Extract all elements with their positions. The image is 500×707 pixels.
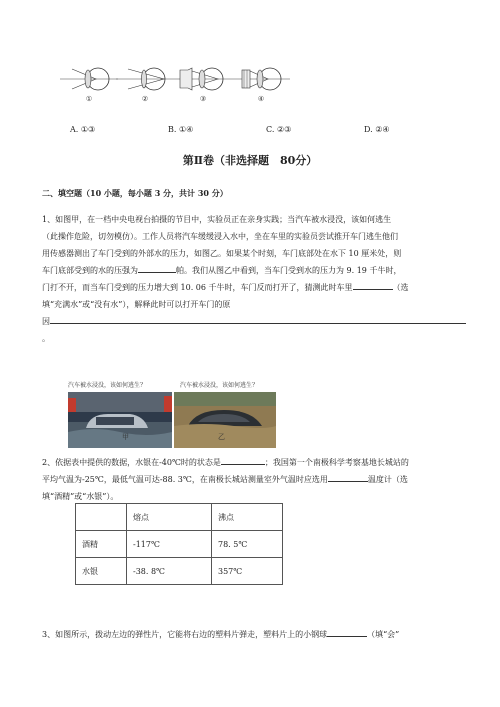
choice-a bbox=[70, 125, 95, 134]
choice-a-letter: A. bbox=[70, 125, 79, 134]
eye-diagram-1-label: ① bbox=[85, 95, 93, 103]
q1-blank-reason[interactable] bbox=[50, 313, 466, 324]
q3-line-1-text-b: （填“会” bbox=[367, 630, 400, 639]
table-cell: -38. 8℃ bbox=[127, 558, 212, 585]
q2-blank-state[interactable] bbox=[221, 454, 265, 465]
table-cell: -117℃ bbox=[127, 531, 212, 558]
table-row bbox=[76, 531, 283, 558]
eye-diagram-2-label: ② bbox=[141, 95, 149, 103]
photo-label-right: 乙 bbox=[218, 433, 225, 441]
q2-line-2-text-b: 温度计（选 bbox=[367, 475, 408, 484]
photo-left-flooded-street bbox=[68, 392, 172, 448]
q2-line-2-text-a: 平均气温为-25℃，最低气温可达-88. 3℃，在南极长城站测量室外气温时应选用 bbox=[42, 475, 328, 484]
q1-line-2: （此操作危险，切勿模仿）。工作人员将汽车缓缓浸入水中，坐在车里的实验员尝试推开车门逃生他们 bbox=[42, 232, 398, 241]
table-cell: 酒精 bbox=[76, 531, 127, 558]
choice-b-value: ①④ bbox=[178, 125, 194, 134]
choice-c bbox=[266, 125, 291, 134]
q2-line-1 bbox=[42, 454, 467, 471]
photo-right-submerged-car bbox=[174, 392, 276, 448]
q1-line-4-text-b: 帕。我们从图乙中看到，当车门受到水的压力为 9. 19 千牛时， bbox=[176, 266, 402, 275]
table-cell: 水银 bbox=[76, 558, 127, 585]
table-header-row bbox=[76, 504, 283, 531]
melting-boiling-table bbox=[75, 503, 283, 585]
q1-blank-water[interactable] bbox=[353, 279, 393, 290]
question-3 bbox=[42, 626, 467, 643]
eye-diagram-3-label: ③ bbox=[199, 95, 207, 103]
choice-c-letter: C. bbox=[266, 125, 275, 134]
part-heading: 二、填空题（10 小题，每小题 3 分，共计 30 分） bbox=[42, 188, 228, 198]
q2-line-2 bbox=[42, 471, 467, 488]
eye-diagram-2 bbox=[114, 64, 176, 110]
photo-caption-right: 汽车被水浸没，该如何逃生？ bbox=[180, 382, 259, 389]
q1-line-7 bbox=[42, 313, 467, 330]
question-1 bbox=[42, 211, 467, 347]
table-header-cell: 熔点 bbox=[127, 504, 212, 531]
choice-d-letter: D. bbox=[364, 125, 373, 134]
q3-line-1-text-a: 3、如图所示，拨动左边的弹性片，它能将右边的塑料片弹走，塑料片上的小钢球 bbox=[42, 630, 328, 639]
q2-blank-thermometer[interactable] bbox=[328, 471, 368, 482]
eye-diagram-4 bbox=[230, 64, 292, 110]
eye-diagram-3 bbox=[172, 64, 234, 110]
flood-photos bbox=[68, 380, 276, 450]
q2-line-3: 填“酒精”或“水银”）。 bbox=[42, 492, 119, 501]
eye-diagram-1 bbox=[58, 64, 120, 110]
eye-diagram-4-label: ④ bbox=[257, 95, 265, 103]
q1-line-4 bbox=[42, 262, 467, 279]
question-2 bbox=[42, 454, 467, 505]
table-cell: 78. 5℃ bbox=[212, 531, 283, 558]
q1-line-1: 1、如图甲，在一档中央电视台拍摄的节目中，实验员正在亲身实践；当汽车被水浸没，该如何逃生 bbox=[42, 215, 392, 224]
q1-blank-pressure[interactable] bbox=[138, 262, 176, 273]
table-cell: 357℃ bbox=[212, 558, 283, 585]
choice-a-value: ①③ bbox=[80, 125, 96, 134]
q3-line-1 bbox=[42, 626, 467, 643]
choice-c-value: ②③ bbox=[276, 125, 292, 134]
q1-line-5-text-a: 门打不开，而当车门受到的压力增大到 10. 06 千牛时，车门反而打开了，猜测此时车里 bbox=[42, 283, 353, 292]
choice-b-letter: B. bbox=[168, 125, 177, 134]
choice-d bbox=[364, 125, 390, 134]
q1-line-6: 填“充满水”或“没有水”），解释此时可以打开车门的原 bbox=[42, 300, 231, 309]
section-title: 第Ⅱ卷（非选择题 80分） bbox=[182, 154, 318, 167]
choice-d-value: ②④ bbox=[375, 125, 390, 134]
q1-line-4-text-a: 车门底部受到的水的压强为 bbox=[42, 266, 138, 275]
table-header-cell: 沸点 bbox=[212, 504, 283, 531]
q1-line-3: 用传感器测出了车门受到的外部水的压力，如图乙。如果某个时刻，车门底部处在水下 10 厘米处，则 bbox=[42, 249, 402, 258]
table-header-cell bbox=[76, 504, 127, 531]
q1-line-7-text: 因 bbox=[42, 317, 50, 326]
q1-line-8: 。 bbox=[42, 334, 50, 343]
photo-label-left: 甲 bbox=[122, 433, 129, 441]
q2-line-1-text-a: 2、依据表中提供的数据，水银在-40℃时的状态是 bbox=[42, 458, 221, 467]
choice-b bbox=[168, 125, 193, 134]
q2-line-1-text-b: ；我国第一个南极科学考察基地长城站的 bbox=[264, 458, 409, 467]
q1-line-5-text-b: （选 bbox=[392, 283, 409, 292]
q1-line-5 bbox=[42, 279, 467, 296]
q3-blank[interactable] bbox=[327, 626, 367, 637]
table-row bbox=[76, 558, 283, 585]
photo-caption-left: 汽车被水浸没，该如何逃生？ bbox=[68, 382, 147, 389]
eye-diagram-row bbox=[58, 64, 288, 110]
